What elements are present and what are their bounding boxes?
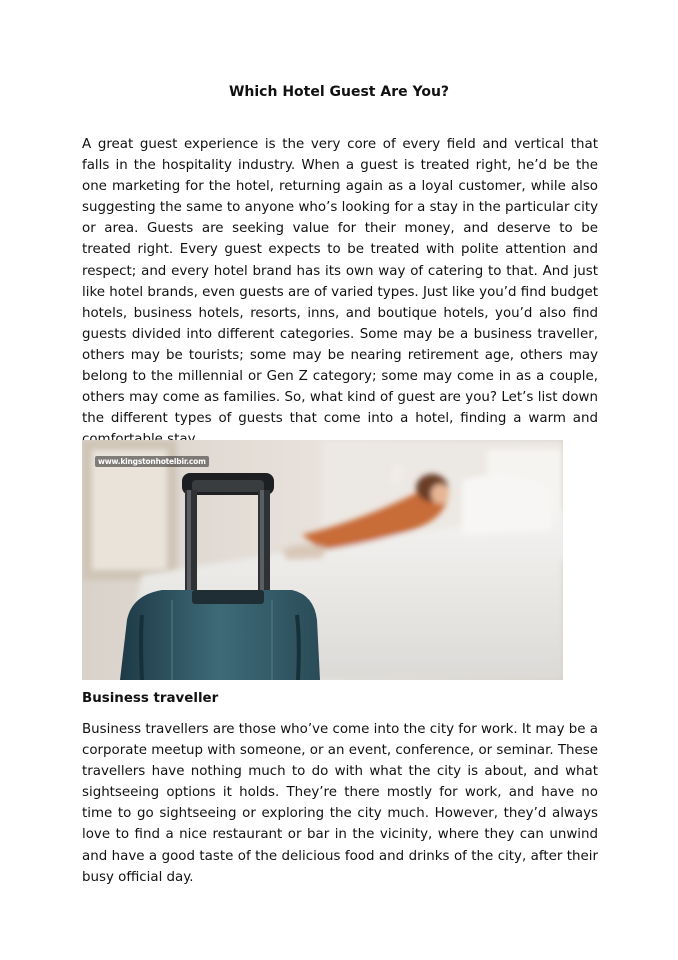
intro-paragraph: A great guest experience is the very core of every field and vertical that falls in the hospitality industry. When a guest is treated right, he’d be the one marketing for the hotel, returning again as a loyal customer, while also suggesting the same to anyone who’s looking for a stay in the particular city or area. Guests are seeking value for their money, and deserve to be treated right. Every guest expects to be treated with polite attention and respect; and every hotel brand has its own way of catering to that. And just like hotel brands, even guests are of varied types. Just like you’d find budget hotels, business hotels, resorts, inns, and boutique hotels, you’d also find guests divided into different categories. Some may be a business traveller, others may be tourists; some may be nearing retirement age, others may belong to the millennial or Gen Z category; some may come in as a couple, others may come as families. So, what kind of guest are you? Let’s list down the different types of guests that come into a hotel, finding a warm and [82,137,598,427]
hotel-room-photo [82,440,563,680]
section-heading-business-traveller: Business traveller [82,691,219,706]
section-paragraph-business-traveller: Business travellers are those who’ve come into the city for work. It may be a corporate meetup with someone, or an event, conference, or seminar. These travellers have nothing much to do with what the city is about, and what sightseeing options it holds. They’re there mostly for work, and have no time to go sightseeing or exploring the city much. However, they’d always love to find a nice restaurant or bar in the vicinity, where they can unwind and have a good taste of the delicious food and drinks of the city, after their busy official day. [82,722,598,885]
image-watermark: www.kingstonhotelbir.com [95,456,209,467]
hotel-room-illustration [82,440,563,680]
page-title: Which Hotel Guest Are You? [228,84,450,100]
